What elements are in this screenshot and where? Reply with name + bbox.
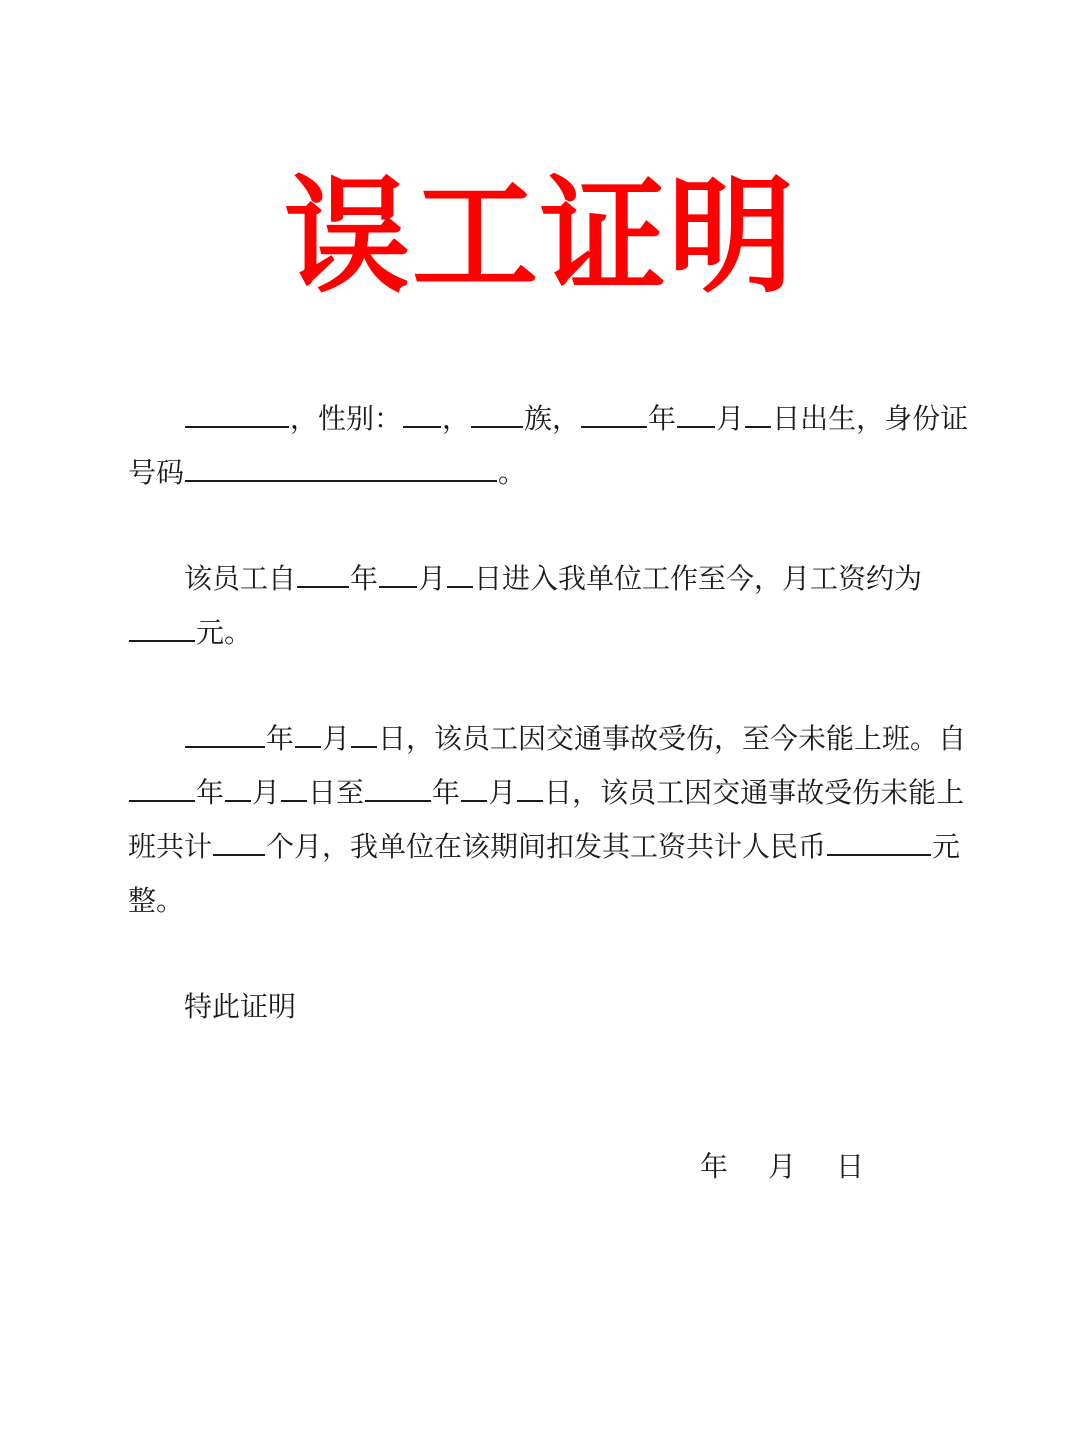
start-month-blank[interactable] [379,560,417,588]
text: ， [442,402,471,435]
date-year: 年 [700,1150,729,1183]
text: 族， [524,402,581,435]
text: 月 [252,776,281,809]
text: 月 [488,776,517,809]
gender-blank[interactable] [403,400,441,428]
closing-statement [128,980,956,1034]
start-year-blank[interactable] [297,560,349,588]
start-day-blank[interactable] [447,560,473,588]
absence-start-month-blank[interactable] [225,774,251,802]
birth-day-blank[interactable] [745,400,771,428]
absence-end-year-blank[interactable] [365,774,431,802]
months-blank[interactable] [213,828,265,856]
name-blank[interactable] [185,400,289,428]
text: 月 [418,562,447,595]
text: 号码 [128,456,185,489]
text: 。 [498,456,527,489]
text: 年 [266,722,295,755]
text: 日，该员工因交通事故受伤未能上 [544,776,965,809]
injury-day-blank[interactable] [351,720,377,748]
paragraph-employment [128,552,956,660]
birth-year-blank[interactable] [581,400,647,428]
text: ，性别： [290,402,403,435]
ethnicity-blank[interactable] [471,400,523,428]
closing-text: 特此证明 [184,990,297,1023]
birth-month-blank[interactable] [677,400,715,428]
deducted-amount-blank[interactable] [827,828,931,856]
text: 月 [716,402,745,435]
injury-year-blank[interactable] [185,720,265,748]
absence-start-year-blank[interactable] [129,774,195,802]
text: 该员工自 [184,562,297,595]
text: 年 [648,402,677,435]
date-day: 日 [836,1150,865,1183]
text: 日至 [308,776,365,809]
text: 个月，我单位在该期间扣发其工资共计人民币 [266,830,827,863]
text: 日，该员工因交通事故受伤，至今未能上班。自 [378,722,967,755]
text: 年 [350,562,379,595]
salary-blank[interactable] [129,614,195,642]
absence-end-month-blank[interactable] [461,774,487,802]
text: 日进入我单位工作至今，月工资约为 [474,562,923,595]
text: 日出生，身份证 [772,402,969,435]
absence-start-day-blank[interactable] [281,774,307,802]
text: 整。 [128,884,185,917]
injury-month-blank[interactable] [295,720,321,748]
date-month: 月 [768,1150,797,1183]
signature-date [700,1140,864,1194]
text: 班共计 [128,830,213,863]
text: 元。 [196,616,253,649]
paragraph-injury [128,712,967,928]
text: 年 [432,776,461,809]
id-number-blank[interactable] [185,454,497,482]
document-title: 误工证明 [284,163,796,310]
paragraph-personal-info [128,392,969,500]
text: 元 [932,830,961,863]
text: 年 [196,776,225,809]
absence-end-day-blank[interactable] [517,774,543,802]
text: 月 [322,722,351,755]
